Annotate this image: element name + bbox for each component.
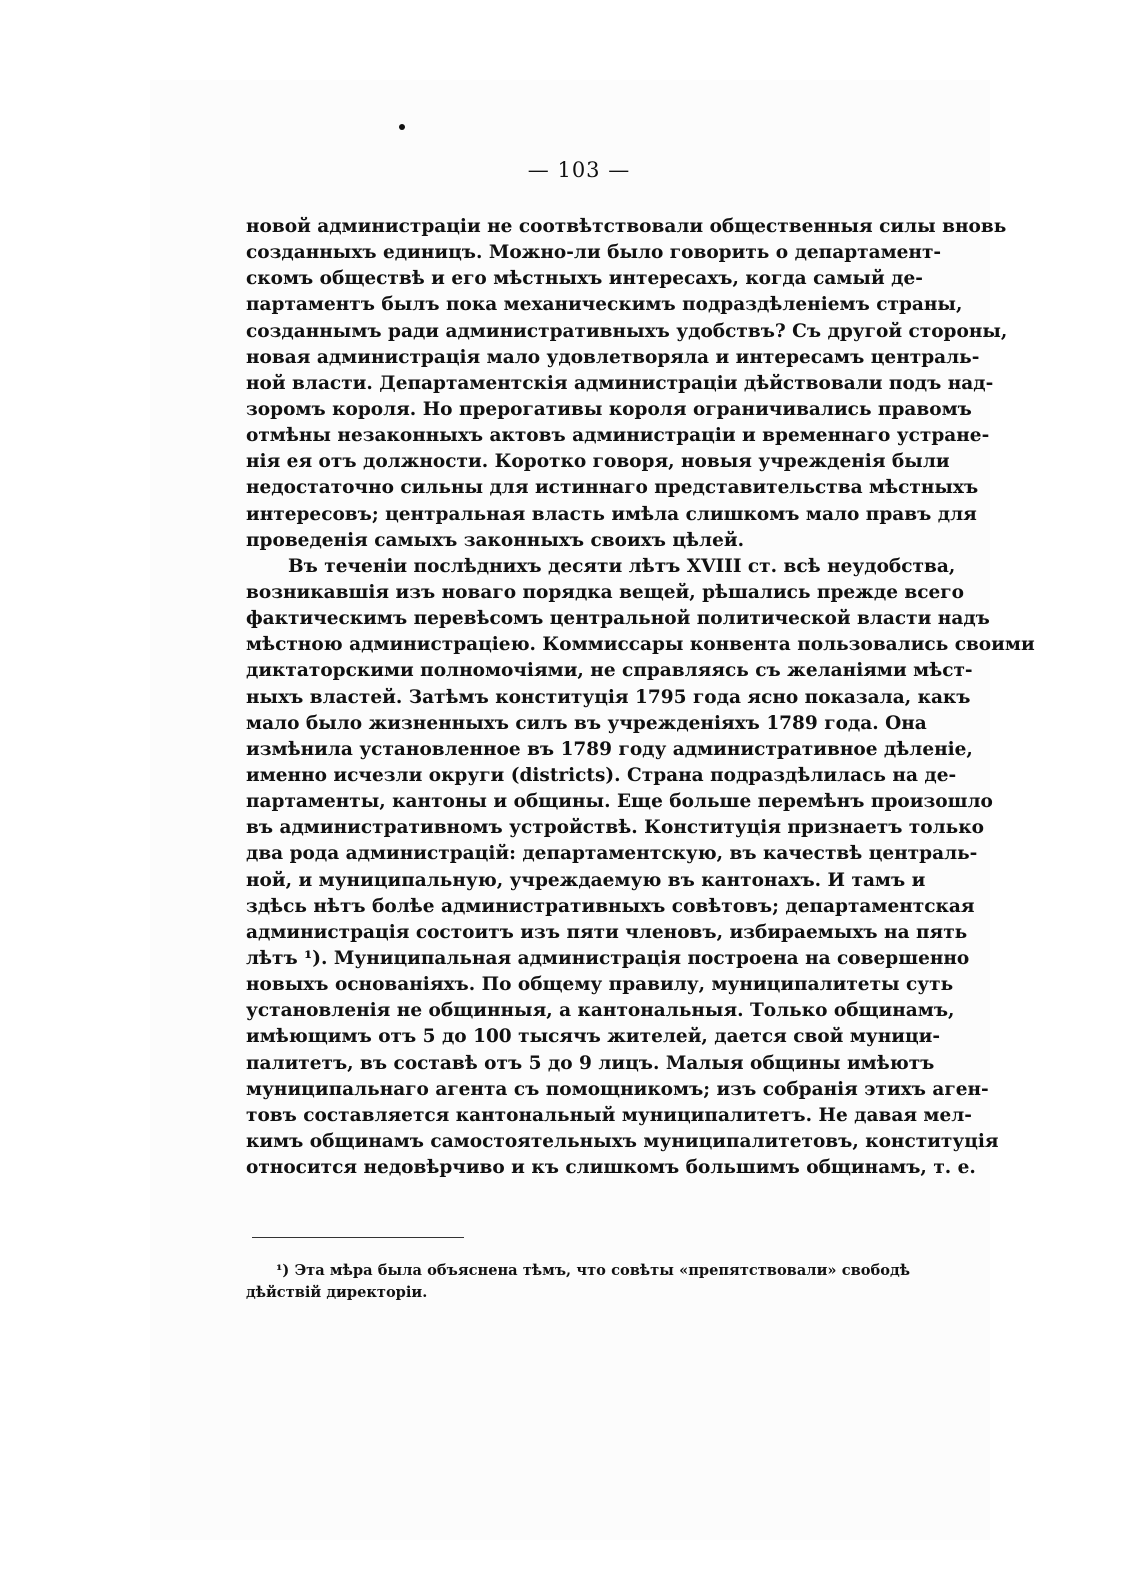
text-line: кимъ общинамъ самостоятельныхъ муниципалитетовъ, конституція [246, 1130, 999, 1152]
text-line: въ административномъ устройствѣ. Конституція признаетъ только [246, 817, 984, 839]
text-line: недостаточно сильны для истиннаго представительства мѣстныхъ [246, 477, 979, 499]
ink-speck [399, 124, 405, 130]
text-line: установленія не общинныя, а кантональныя. Только общинамъ, [246, 1000, 955, 1022]
text-line: лѣтъ ¹). Муниципальная администрація построена на совершенно [246, 947, 970, 969]
body-text [246, 214, 1035, 1181]
text-line: фактическимъ перевѣсомъ центральной политической власти надъ [246, 608, 990, 630]
footnote-line: ¹) Эта мѣра была объяснена тѣмъ, что совѣты «препятствовали» свободѣ [276, 1262, 910, 1279]
text-line: диктаторскими полномочіями, не справляясь съ желаніями мѣст- [246, 660, 973, 682]
text-line: возникавшія изъ новаго порядка вещей, рѣшались прежде всего [246, 581, 964, 603]
text-line: нія ея отъ должности. Коротко говоря, новыя учрежденія были [246, 451, 950, 473]
text-line: именно исчезли округи (districts). Страна подраздѣлилась на де- [246, 764, 957, 786]
text-line: ной власти. Департаментскія администраціи дѣйствовали подъ над- [246, 372, 994, 394]
text-line: два рода администрацій: департаментскую, въ качествѣ централь- [246, 843, 978, 865]
text-line: созданнымъ ради административныхъ удобствъ? Съ другой стороны, [246, 320, 1008, 342]
footnote-line: дѣйствій директоріи. [246, 1284, 428, 1301]
text-line: имѣющимъ отъ 5 до 100 тысячъ жителей, дается свой муници- [246, 1026, 941, 1048]
text-line: партаменты, кантоны и общины. Еще больше перемѣнъ произошло [246, 791, 993, 813]
text-line: проведенія самыхъ законныхъ своихъ цѣлей. [246, 529, 745, 551]
text-line: Въ теченіи послѣднихъ десяти лѣтъ XVIII ст. всѣ неудобства, [288, 555, 956, 577]
text-line: палитетъ, въ составѣ отъ 5 до 9 лицъ. Малыя общины имѣютъ [246, 1052, 935, 1074]
text-line: новыхъ основаніяхъ. По общему правилу, муниципалитеты суть [246, 974, 954, 996]
text-line: зоромъ короля. Но прерогативы короля ограничивались правомъ [246, 398, 972, 420]
text-line: здѣсь нѣтъ болѣе административныхъ совѣтовъ; департаментская [246, 895, 975, 917]
text-line: муниципальнаго агента съ помощникомъ; изъ собранія этихъ аген- [246, 1078, 989, 1100]
text-line: мало было жизненныхъ силъ въ учрежденіяхъ 1789 года. Она [246, 712, 927, 734]
text-line: измѣнила установленное въ 1789 году административное дѣленіе, [246, 738, 973, 760]
footnote [246, 1260, 910, 1304]
text-line: относится недовѣрчиво и къ слишкомъ большимъ общинамъ, т. е. [246, 1157, 976, 1179]
text-line: ной, и муниципальную, учреждаемую въ кантонахъ. И тамъ и [246, 869, 926, 891]
text-line: скомъ обществѣ и его мѣстныхъ интересахъ, когда самый де- [246, 268, 923, 290]
text-line: мѣстною администраціею. Коммиссары конвента пользовались своими [246, 634, 1035, 656]
text-line: новая администрація мало удовлетворяла и интересамъ централь- [246, 346, 980, 368]
text-line: администрація состоитъ изъ пяти членовъ, избираемыхъ на пять [246, 921, 968, 943]
text-line: новой администраціи не соотвѣтствовали общественныя силы вновь [246, 216, 1007, 237]
footnote-rule [252, 1237, 464, 1238]
text-line: созданныхъ единицъ. Можно-ли было говорить о департамент- [246, 242, 942, 264]
text-line: товъ составляется кантональный муниципалитетъ. Не давая мел- [246, 1104, 972, 1126]
page-number: — 103 — [527, 158, 631, 182]
text-line: отмѣны незаконныхъ актовъ администраціи и временнаго устране- [246, 425, 990, 447]
text-line: партаментъ былъ пока механическимъ подраздѣленіемъ страны, [246, 294, 963, 316]
text-line: интересовъ; центральная власть имѣла слишкомъ мало правъ для [246, 503, 977, 525]
text-line: ныхъ властей. Затѣмъ конституція 1795 года ясно показала, какъ [246, 686, 971, 708]
